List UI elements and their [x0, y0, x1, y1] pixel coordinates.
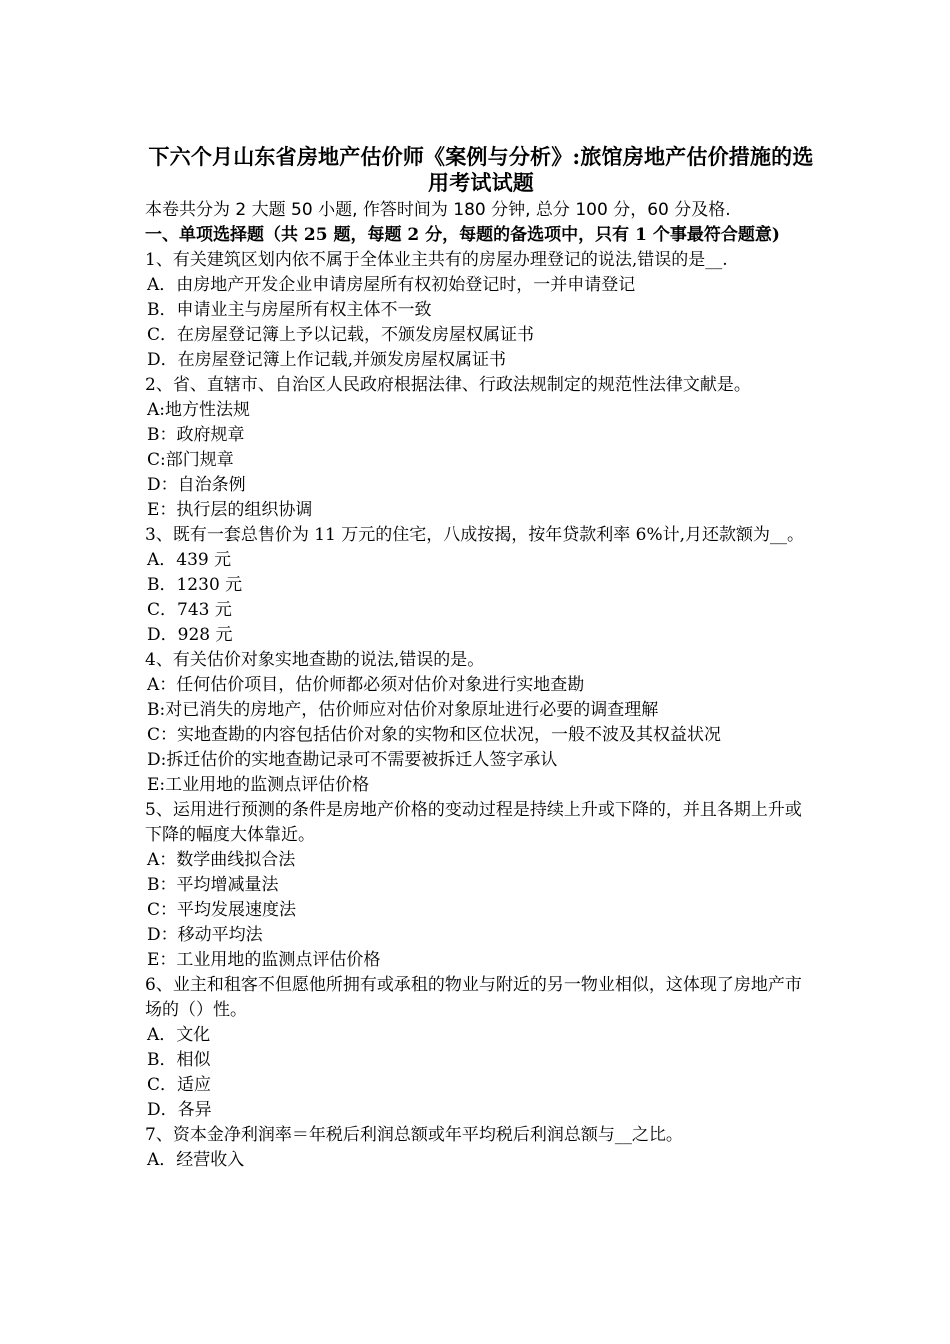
option-6b: B．相似: [147, 1050, 211, 1070]
option-4d: D:拆迁估价的实地查勘记录可不需要被拆迁人签字承认: [147, 750, 558, 770]
option-1d: D．在房屋登记簿上作记载,并颁发房屋权属证书: [147, 350, 507, 370]
question-4: 4、有关估价对象实地查勘的说法,错误的是。: [145, 650, 485, 670]
option-4e: E:工业用地的监测点评估价格: [147, 775, 370, 795]
option-5e: E：工业用地的监测点评估价格: [147, 950, 381, 970]
option-2a: A:地方性法规: [147, 400, 251, 420]
option-6a: A．文化: [147, 1025, 211, 1045]
question-3: 3、既有一套总售价为 11 万元的住宅，八成按揭，按年贷款利率 6%计,月还款额为__。: [145, 525, 805, 545]
question-7: 7、资本金净利润率＝年税后利润总额或年平均税后利润总额与__之比。: [145, 1125, 683, 1145]
option-6d: D．各异: [147, 1100, 212, 1120]
option-6c: C．适应: [147, 1075, 212, 1095]
option-7a: A．经营收入: [147, 1150, 245, 1170]
option-1a: A．由房地产开发企业申请房屋所有权初始登记时，一并申请登记: [147, 275, 636, 295]
option-3b: B．1230 元: [147, 575, 243, 595]
question-5: 5、运用进行预测的条件是房地产价格的变动过程是持续上升或下降的，并且各期上升或下降的幅度大体靠近。: [145, 800, 802, 845]
option-2e: E：执行层的组织协调: [147, 500, 313, 520]
option-4b: B:对已消失的房地产，估价师应对估价对象原址进行必要的调查理解: [147, 700, 659, 720]
option-5a: A：数学曲线拟合法: [147, 850, 296, 870]
exam-intro: 本卷共分为 2 大题 50 小题, 作答时间为 180 分钟, 总分 100 分，60 分及格.: [145, 200, 731, 220]
option-3c: C．743 元: [147, 600, 232, 620]
document-body: [145, 144, 817, 1173]
option-4a: A：任何估价项目，估价师都必须对估价对象进行实地查勘: [147, 675, 585, 695]
option-1c: C．在房屋登记簿上予以记载，不颁发房屋权属证书: [147, 325, 535, 345]
option-5c: C：平均发展速度法: [147, 900, 297, 920]
question-1: 1、有关建筑区划内依不属于全体业主共有的房屋办理登记的说法,错误的是__.: [145, 250, 728, 270]
option-3a: A．439 元: [147, 550, 232, 570]
option-5b: B：平均增减量法: [147, 875, 279, 895]
section-heading: 一、单项选择题（共 25 题，每题 2 分，每题的备选项中，只有 1 个事最符合题意): [145, 225, 780, 245]
option-4c: C：实地查勘的内容包括估价对象的实物和区位状况，一般不波及其权益状况: [147, 725, 722, 745]
option-2b: B：政府规章: [147, 425, 245, 445]
option-1b: B．申请业主与房屋所有权主体不一致: [147, 300, 432, 320]
option-5d: D：移动平均法: [147, 925, 263, 945]
option-2d: D：自治条例: [147, 475, 246, 495]
question-6: 6、业主和租客不但愿他所拥有或承租的物业与附近的另一物业相似，这体现了房地产市场的（）性。: [145, 975, 802, 1020]
option-3d: D．928 元: [147, 625, 233, 645]
option-2c: C:部门规章: [147, 450, 234, 470]
page-title: 下六个月山东省房地产估价师《案例与分析》:旅馆房地产估价措施的选用考试试题: [148, 144, 814, 195]
question-2: 2、省、直辖市、自治区人民政府根据法律、行政法规制定的规范性法律文献是。: [145, 375, 751, 395]
